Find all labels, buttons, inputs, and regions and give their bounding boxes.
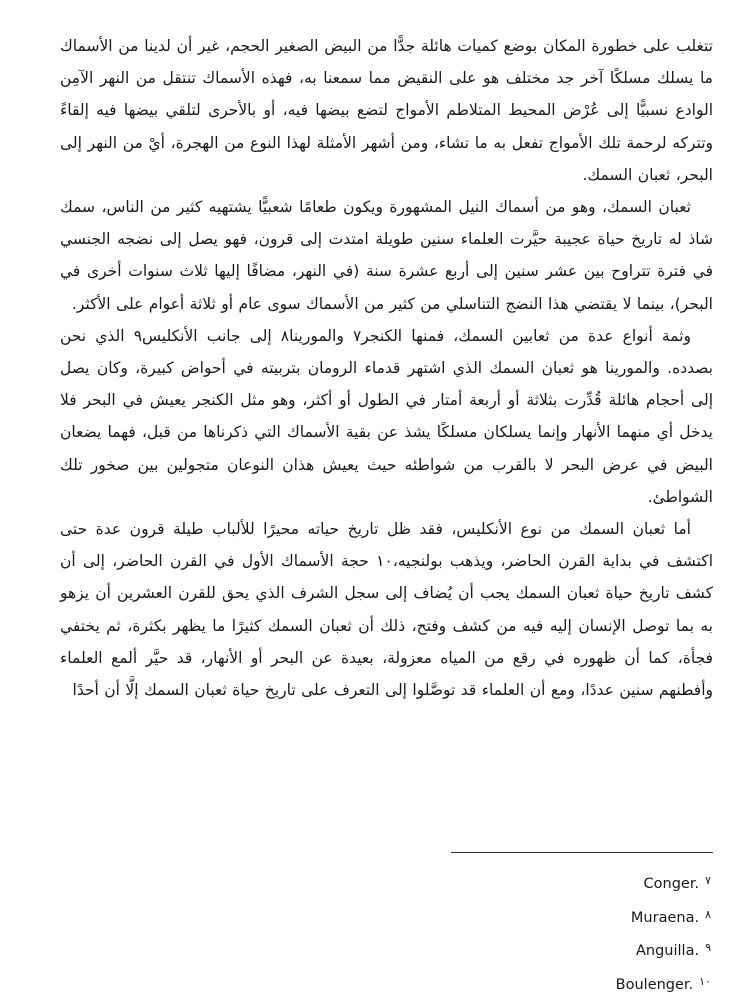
footnote-text: Anguilla. <box>635 943 700 959</box>
footnote-number: ٨ <box>705 907 711 921</box>
footnote-number: ٩ <box>705 941 711 954</box>
paragraph-1: تتغلب على خطورة المكان بوضع كميات هائلة جدًّا من البيض الصغير الحجم، غير أن لدينا من الأسماك ما يسلك مسلكًا آخر جد مختلف هو على النقيض مما سمعنا به، فهذه الأسماك تنتقل من النهر الآمِن الوادع نسبيًّا إلى عُرْض المحيط المتلاطم الأمواج لتضع بيضها فيه، أو بالأحرى لتلقي بيضها فيه إلقاءً وتتركه لرحمة تلك الأمواج تفعل به ما تشاء، ومن أشهر الأمثلة لهذا النوع من الهجرة، أيْ من النهر إلى البحر، ثعبان السمك. <box>60 37 713 184</box>
footnote-text: Conger. <box>643 876 700 892</box>
footnote-text: Boulenger. <box>615 976 694 993</box>
footnote-number: ٧ <box>705 874 711 887</box>
footnote-text: Muraena. <box>630 909 700 926</box>
footnote-number: ١٠ <box>699 974 711 988</box>
footnote-7 <box>60 866 711 900</box>
footnotes <box>60 866 711 1000</box>
footnote-divider <box>451 852 713 853</box>
footnote-9 <box>60 933 711 967</box>
paragraph-2: ثعبان السمك، وهو من أسماك النيل المشهورة ويكون طعامًا شعبيًّا يشتهيه كثير من الناس، سمك شاذ له تاريخ حياة عجيبة حيَّرت العلماء سنين طويلة امتدت إلى قرون، فهو يصل إلى نضجه الجنسي في فترة تتراوح بين عشر سنين إلى أربع عشرة سنة (في النهر، مضافًا إليها ثلاث سنوات أخرى في البحر)، بينما لا يقتضي هذا النضج التناسلي من كثير من الأسماك سوى عام أو ثلاثة أعوام على الأكثر. <box>60 198 713 313</box>
footnote-8 <box>60 900 711 934</box>
paragraph-4: أما ثعبان السمك من نوع الأنكليس، فقد ظل تاريخ حياته محيرًا للألباب طيلة قرون عدة حتى اكتشف في بداية القرن الحاضر، ويذهب بولنجيه،١٠ حجة الأسماك الأول في القرن الحاضر، إلى أن كشف تاريخ حياة ثعبان السمك يجب أن يُضاف إلى سجل الشرف الذي يحق للقرن العشرين أن يزهو به بما توصل الإنسان إليه فيه من كشف وفتح، ذلك أن ثعبان السمك كثيرًا ما يظهر بكثرة، ثم يختفي فجأة، كما أن ظهوره في رقع من المياه معزولة، بعيدة عن البحر أو الأنهار، قد حيَّر ألمع العلماء وأفطنهم سنين عددًا، ومع أن العلماء قد توصَّلوا إلى التعرف على تاريخ حياة ثعبان السمك إلَّا أن أحدًا <box>60 520 713 700</box>
paragraph-3: وثمة أنواع عدة من ثعابين السمك، فمنها الكنجر٧ والمورينا٨ إلى جانب الأنكليس٩ الذي نحن بصدده. والمورينا هو ثعبان السمك الذي اشتهر قدماء الرومان بتربيته في أحواض كبيرة، وكان يصل إلى أحجام هائلة قُدِّرت بثلاثة أو أربعة أمتار في الطول أو أكثر، وهو مثل الكنجر يعيش في البحر فلا يدخل أي منهما الأنهار وإنما يسلكان مسلكًا يشذ عن بقية الأسماك التي ذكرناها من قبل، فهما يضعان البيض في عرض البحر لا بالقرب من شواطئه حيث يعيش هذان النوعان متجولين بين صخور تلك الشواطئ. <box>60 326 713 506</box>
page-body <box>60 30 713 706</box>
footnote-10 <box>60 967 711 1000</box>
